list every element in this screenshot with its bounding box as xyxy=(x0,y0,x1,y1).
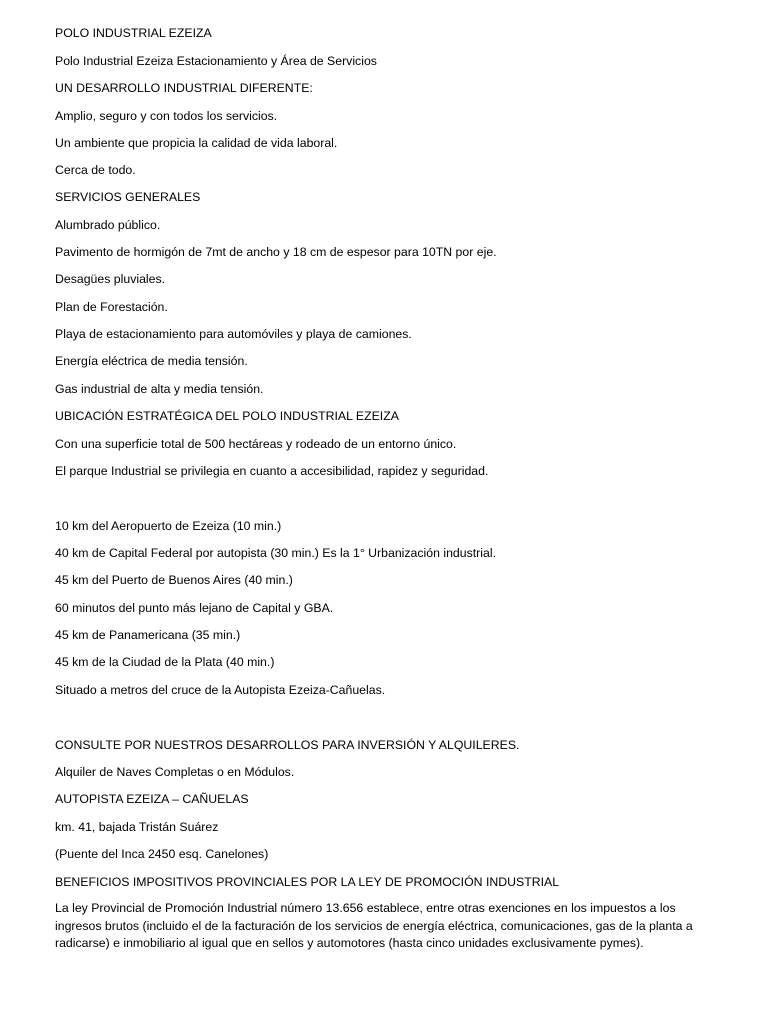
section-heading-servicios: SERVICIOS GENERALES xyxy=(55,190,201,204)
final-paragraph: La ley Provincial de Promoción Industrial número 13.656 establece, entre otras exenciones en los impuestos a los ingresos brutos (incluido el de la facturación de los servicios de energía eléctrica, comunicaciones, gas de la planta a radicarse) e inmobiliario al igual que en sellos y automotores (hasta cinco unidades exclusivamente pymes). xyxy=(55,901,693,950)
doc-title: POLO INDUSTRIAL EZEIZA xyxy=(55,26,212,40)
text-line: El parque Industrial se privilegia en cuanto a accesibilidad, rapidez y seguridad. xyxy=(55,464,489,478)
text-line: Gas industrial de alta y media tensión. xyxy=(55,382,264,396)
doc-subtitle: Polo Industrial Ezeiza Estacionamiento y Área de Servicios xyxy=(55,54,377,68)
text-line: Situado a metros del cruce de la Autopista Ezeiza-Cañuelas. xyxy=(55,683,386,697)
text-line: km. 41, bajada Tristán Suárez xyxy=(55,820,219,834)
text-line: Pavimento de hormigón de 7mt de ancho y 18 cm de espesor para 10TN por eje. xyxy=(55,245,497,259)
section-heading-beneficios: BENEFICIOS IMPOSITIVOS PROVINCIALES POR LA LEY DE PROMOCIÓN INDUSTRIAL xyxy=(55,875,560,889)
text-line: 45 km de la Ciudad de la Plata (40 min.) xyxy=(55,655,275,669)
text-line: Amplio, seguro y con todos los servicios. xyxy=(55,109,278,123)
section-heading-consulte: CONSULTE POR NUESTROS DESARROLLOS PARA INVERSIÓN Y ALQUILERES. xyxy=(55,738,520,752)
text-line: Cerca de todo. xyxy=(55,163,136,177)
text-line: Energía eléctrica de media tensión. xyxy=(55,354,248,368)
text-line: Alquiler de Naves Completas o en Módulos. xyxy=(55,765,295,779)
text-line: 10 km del Aeropuerto de Ezeiza (10 min.) xyxy=(55,519,282,533)
text-line: Un ambiente que propicia la calidad de vida laboral. xyxy=(55,136,338,150)
text-line: 60 minutos del punto más lejano de Capital y GBA. xyxy=(55,601,334,615)
text-line: 45 km de Panamericana (35 min.) xyxy=(55,628,241,642)
text-line: Plan de Forestación. xyxy=(55,300,168,314)
text-line: Alumbrado público. xyxy=(55,218,161,232)
text-line: Desagües pluviales. xyxy=(55,272,166,286)
section-heading-autopista: AUTOPISTA EZEIZA – CAÑUELAS xyxy=(55,792,249,806)
text-line: 40 km de Capital Federal por autopista (30 min.) Es la 1° Urbanización industrial. xyxy=(55,546,496,560)
text-line: (Puente del Inca 2450 esq. Canelones) xyxy=(55,847,269,861)
section-heading-ubicacion: UBICACIÓN ESTRATÉGICA DEL POLO INDUSTRIAL EZEIZA xyxy=(55,409,399,423)
text-line: 45 km del Puerto de Buenos Aires (40 min.) xyxy=(55,573,293,587)
section-heading-desarrollo: UN DESARROLLO INDUSTRIAL DIFERENTE: xyxy=(55,81,313,95)
text-line: Playa de estacionamiento para automóviles y playa de camiones. xyxy=(55,327,412,341)
text-line: Con una superficie total de 500 hectáreas y rodeado de un entorno único. xyxy=(55,437,457,451)
